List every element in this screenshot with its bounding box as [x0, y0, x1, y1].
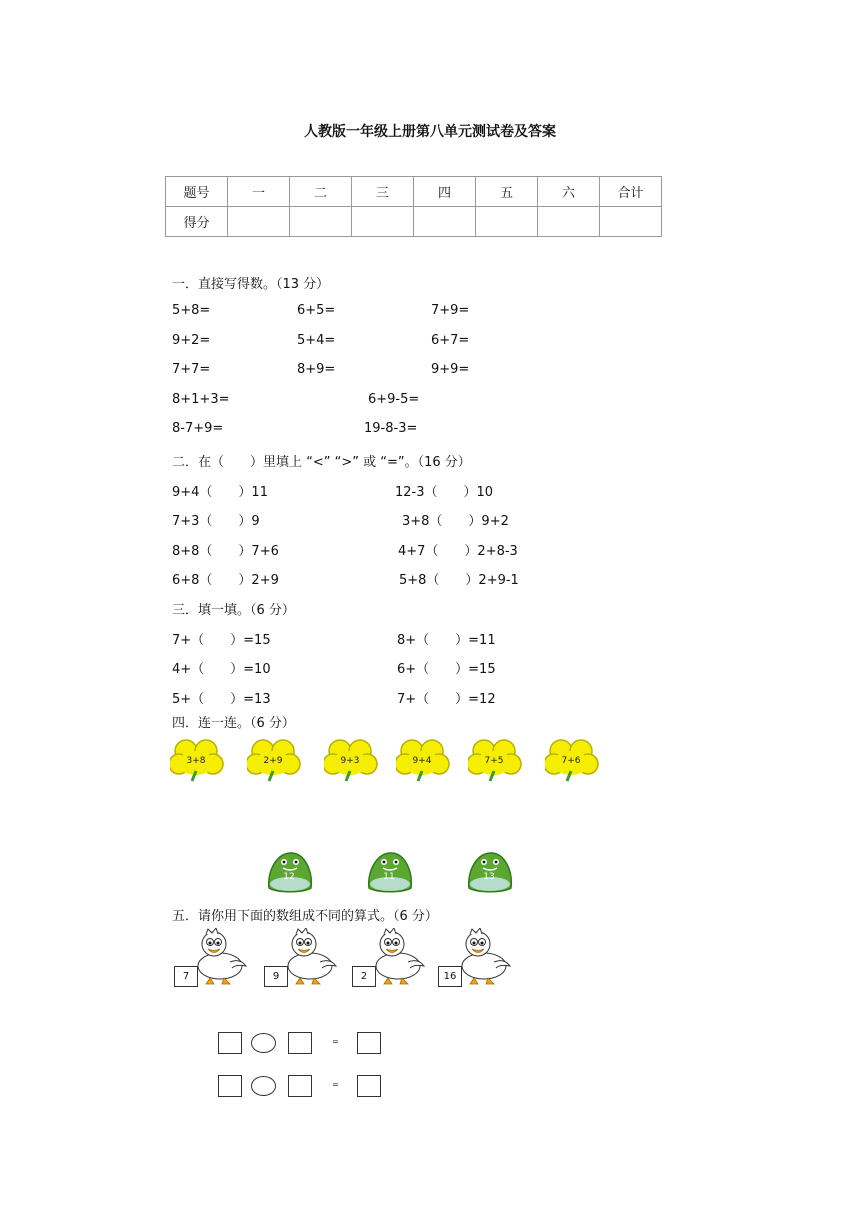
answer-box[interactable] [288, 1032, 312, 1054]
score-table [165, 176, 662, 237]
score-cell[interactable] [600, 207, 662, 237]
answer-box[interactable] [288, 1075, 312, 1097]
score-cell[interactable] [476, 207, 538, 237]
section2-heading: 二．在（ ）里填上 “<” “>” 或 “=”。（16 分） [172, 455, 471, 470]
section3-problem: 5+（ ）=13 [172, 692, 271, 707]
blob-label: 11 [383, 872, 395, 882]
section5-heading: 五．请你用下面的数组成不同的算式。（6 分） [172, 909, 438, 924]
section1-problem: 8+9= [297, 362, 336, 377]
page-title: 人教版一年级上册第八单元测试卷及答案 [304, 124, 556, 140]
section2-problem: 4+7（ ）2+8-3 [398, 544, 518, 559]
clover-card[interactable] [170, 737, 226, 783]
clover-label: 9+3 [340, 756, 360, 766]
section2-problem: 12-3（ ）10 [395, 485, 494, 500]
number-box: 9 [264, 966, 288, 987]
number-box: 7 [174, 966, 198, 987]
section1-problem: 6+9-5= [368, 392, 420, 407]
blob-creature-icon [365, 848, 417, 894]
section1-problem: 8+1+3= [172, 392, 230, 407]
score-cell[interactable] [414, 207, 476, 237]
clover-card[interactable] [545, 737, 601, 783]
section1-problem: 5+8= [172, 303, 211, 318]
duck-card [172, 928, 252, 988]
score-table-header-row [166, 177, 662, 207]
blob-label: 12 [283, 872, 295, 882]
score-table-header: 六 [538, 177, 600, 207]
clover-card[interactable] [396, 737, 452, 783]
blob-card[interactable] [465, 848, 517, 894]
clover-label: 7+5 [484, 756, 504, 766]
clover-label: 2+9 [263, 756, 283, 766]
score-table-header: 题号 [166, 177, 228, 207]
clover-label: 9+4 [412, 756, 432, 766]
section1-problem: 7+9= [431, 303, 470, 318]
section3-heading: 三．填一填。（6 分） [172, 603, 295, 618]
score-table-header: 四 [414, 177, 476, 207]
score-table-header: 二 [290, 177, 352, 207]
answer-box[interactable] [357, 1032, 381, 1054]
score-cell[interactable] [352, 207, 414, 237]
section3-problem: 8+（ ）=11 [397, 633, 496, 648]
section1-heading: 一．直接写得数。（13 分） [172, 277, 330, 292]
number-box: 16 [438, 966, 462, 987]
clover-card[interactable] [324, 737, 380, 783]
duck-card [350, 928, 430, 988]
section1-problem: 7+7= [172, 362, 211, 377]
section3-problem: 4+（ ）=10 [172, 662, 271, 677]
equals-sign: = [332, 1080, 339, 1089]
section2-problem: 5+8（ ）2+9-1 [399, 573, 519, 588]
clover-card[interactable] [247, 737, 303, 783]
blob-label: 13 [483, 872, 495, 882]
duck-card [262, 928, 342, 988]
score-cell[interactable] [228, 207, 290, 237]
score-table-header: 一 [228, 177, 290, 207]
operator-circle[interactable] [251, 1033, 276, 1053]
section3-problem: 6+（ ）=15 [397, 662, 496, 677]
clover-card[interactable] [468, 737, 524, 783]
operator-circle[interactable] [251, 1076, 276, 1096]
answer-box[interactable] [218, 1032, 242, 1054]
score-row-label: 得分 [166, 207, 228, 237]
answer-box[interactable] [357, 1075, 381, 1097]
score-table-header: 五 [476, 177, 538, 207]
section1-problem: 8-7+9= [172, 421, 224, 436]
section1-problem: 9+9= [431, 362, 470, 377]
section1-problem: 5+4= [297, 333, 336, 348]
number-box: 2 [352, 966, 376, 987]
blob-creature-icon [465, 848, 517, 894]
section2-problem: 9+4（ ）11 [172, 485, 268, 500]
section1-problem: 6+7= [431, 333, 470, 348]
section3-problem: 7+（ ）=15 [172, 633, 271, 648]
section2-problem: 6+8（ ）2+9 [172, 573, 279, 588]
score-table-header: 合计 [600, 177, 662, 207]
blob-card[interactable] [265, 848, 317, 894]
blob-creature-icon [265, 848, 317, 894]
score-cell[interactable] [290, 207, 352, 237]
clover-label: 7+6 [561, 756, 581, 766]
score-cell[interactable] [538, 207, 600, 237]
equals-sign: = [332, 1037, 339, 1046]
clover-label: 3+8 [186, 756, 206, 766]
blob-card[interactable] [365, 848, 417, 894]
section2-problem: 8+8（ ）7+6 [172, 544, 279, 559]
section1-problem: 9+2= [172, 333, 211, 348]
section4-heading: 四．连一连。（6 分） [172, 716, 295, 731]
answer-box[interactable] [218, 1075, 242, 1097]
duck-card [436, 928, 516, 988]
section2-problem: 3+8（ ）9+2 [402, 514, 509, 529]
score-table-score-row [166, 207, 662, 237]
section1-problem: 6+5= [297, 303, 336, 318]
score-table-header: 三 [352, 177, 414, 207]
section1-problem: 19-8-3= [364, 421, 418, 436]
section3-problem: 7+（ ）=12 [397, 692, 496, 707]
section2-problem: 7+3（ ）9 [172, 514, 260, 529]
